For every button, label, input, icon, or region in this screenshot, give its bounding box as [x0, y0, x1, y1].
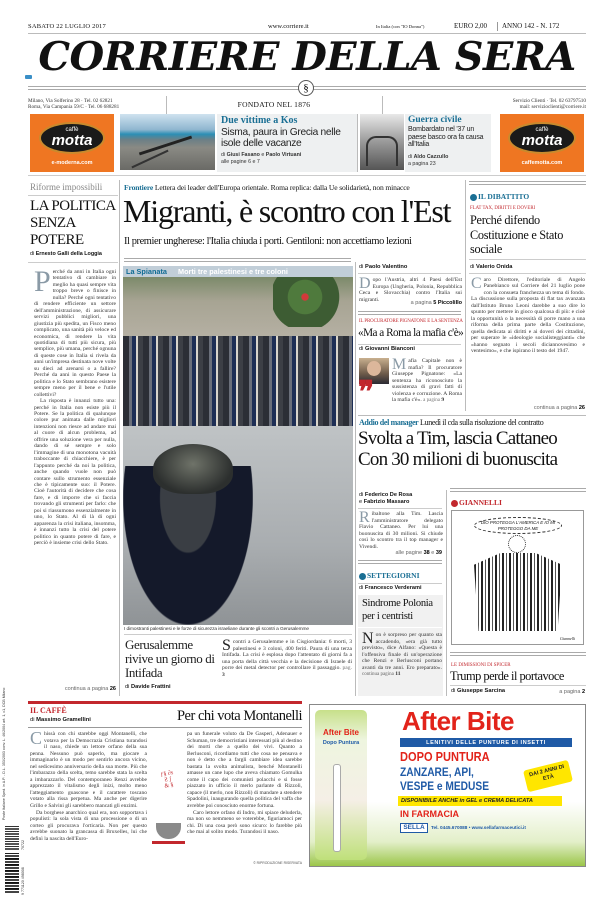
drop-cap: C	[30, 728, 43, 748]
drop-cap: S	[222, 637, 231, 654]
tim-body	[359, 511, 443, 550]
editorial-headline[interactable]: LA POLITICA SENZA POTERE	[30, 198, 115, 248]
paragraph: erché da anni in Italia ogni tentativo di cambiare in meglio ha quasi sempre vita troppo breve o finisce in nulla? Perché ogni tentativo di rendere efficiente un settore dell'amministrazione, di assicurare servizi pubblici migliori, una giustizia più spedita, un Fisco meno complicato, una sanità più veloce ed economica, di rendere la vita quotidiana di tutti più sicura, più semplice, più umana, perché ognuna di queste cose in Italia si rivela da anni un'impresa destinata nove volte su dieci ad arenarsi o a fallire? Perché da anni in questo Paese la politica e lo Stato sembrano esistere sempre meno per il bene e l'utile collettivi?	[34, 269, 116, 398]
paragraph: contri a Gerusalemme e in Cisgiordania: 6 morti, 3 palestinesi e 3 coloni, 400 feriti. Paura di una terza Intifada. La crisi è esplosa dopo l'attentato di giorni fa a una porta della città vecchia e la decisione di Israele di porre dei metal detector per controllare il passaggio.	[222, 639, 352, 671]
paragraph: afia Capitale non è mafia? Il procuratore Giuseppe Pignatone: «La sentenza ha riconosciuto la sussistenza di gravi fatti di violenza e corruzione. A Roma la mafia c'è».	[392, 358, 462, 403]
page-prefix: a pagina	[410, 300, 432, 306]
ad-tagline: LENITIVI DELLE PUNTURE DI INSETTI	[400, 738, 572, 747]
ad-url: caffemotta.com	[521, 160, 563, 166]
newspaper-title: CORRIERE DELLA SERA	[38, 34, 576, 80]
earthquake-photo[interactable]	[120, 114, 215, 170]
conjunction: e	[261, 152, 265, 158]
caffe-headline[interactable]: Per chi vota Montanelli	[176, 708, 302, 724]
coffee-cup-graphic	[152, 731, 185, 865]
page-number[interactable]: 5	[433, 300, 437, 306]
founded-note: FONDATO NEL 1876	[237, 100, 311, 109]
author-name: Ernesto Galli della Loggia	[35, 251, 102, 257]
divider	[469, 259, 586, 260]
dibattito-body	[471, 277, 585, 354]
steam-letters: ƒ§ ∂s Ƨ ʃ & §	[160, 770, 175, 790]
postal-legal-notice: Poste Italiane Sped. in A.P. - D.L. 353/2003 conv. L. 46/2004 art. 1, c1, DCB Milano	[2, 687, 6, 820]
by-prefix: di	[359, 346, 364, 352]
product-package	[315, 710, 367, 860]
helmet	[153, 444, 233, 494]
logo-small-text: caffè	[535, 127, 549, 133]
by-prefix: di	[451, 688, 456, 694]
ad-brand: After Bite	[402, 706, 515, 736]
page-prefix: pag.	[342, 665, 352, 671]
editorial-body	[34, 265, 116, 547]
spicer-headline[interactable]: Trump perde il portavoce	[450, 669, 564, 683]
flower-tree	[273, 277, 353, 327]
package-brand: After Bite	[322, 728, 359, 737]
cartoon-signature: Giannelli	[560, 636, 576, 641]
continue-label: continua a pagina	[64, 686, 109, 692]
logo-small-text: caffè	[65, 127, 79, 133]
by-prefix: di	[30, 717, 35, 723]
author-name: Fabrizio Massaro	[363, 499, 410, 505]
by-prefix: di	[359, 264, 364, 270]
paragraph: aro Direttore, l'editoriale di Angelo Panebianco sul Corriere del 21 luglio pone con la consueta franchezza un tema di fondo. La discussione sulla proposta di flat tax avanzata dall'Istituto Bruno Leoni darebbe a suo dire lo spunto per mettere in gioco qualcosa di più: e cioè la opportunità o la necessità di porre mano a una riforma della prima parte della Costituzione, quella dedicata ai diritti e ai doveri dei cittadini, per superare le «ideologie socialisteggianti» che «hanno segnato i secoli diciannovesimo e ventesimo», e che ispirano il testo del 1947.	[471, 277, 585, 354]
teaser-kicker: Guerra civile	[408, 115, 462, 125]
by-prefix: di	[359, 585, 364, 591]
paragraph: opo l'Austria, altri 4 Paesi dell'Est Europa (Ungheria, Polonia, Repubblica Ceca e Slovacchia) contro l'Italia sui migranti.	[359, 277, 462, 303]
drop-cap: D	[359, 275, 371, 292]
website-link[interactable]: www.corriere.it	[268, 23, 309, 30]
main-kicker-line	[124, 183, 464, 192]
divider	[358, 344, 461, 345]
drop-cap: C	[471, 275, 482, 292]
tim-headline-2[interactable]: Con 30 milioni di buonuscita	[358, 449, 558, 470]
section-label: SETTEGIORNI	[367, 571, 420, 580]
photo-kicker: La Spianata	[126, 267, 167, 276]
divider	[450, 652, 586, 656]
page-prefix: alle pagine	[395, 550, 423, 556]
dibattito-headline[interactable]: Perché difendo Costituzione e Stato sociale	[470, 213, 564, 256]
divider	[497, 22, 498, 31]
conjunction: e	[359, 499, 363, 505]
teaser-kos[interactable]	[217, 114, 357, 172]
logo-brand-text: motta	[521, 132, 563, 149]
ad-line: VESPE e MEDUSE	[400, 779, 489, 793]
divider	[28, 262, 118, 263]
gerusalemme-headline[interactable]: Gerusalemme rivive un giorno di Intifada	[125, 637, 215, 680]
edition-icon	[25, 75, 32, 79]
ad-url: e-moderna.com	[51, 160, 93, 166]
divider	[382, 96, 383, 114]
divider	[358, 583, 442, 584]
author-name: Massimo Gramellini	[36, 717, 91, 723]
service-email[interactable]: mail: servizioclienti@corriere.it	[519, 104, 586, 110]
author-name: Giuseppe Sarcina	[457, 688, 506, 694]
arch-shape	[366, 136, 398, 166]
face-shape	[367, 361, 381, 376]
divider	[450, 488, 586, 492]
page-number[interactable]: 38	[423, 550, 430, 556]
paragraph: on è sorpreso per quanto sta accadendo, «era già tutto previsto», dice Alfano: «Questa è l'offensiva finale di un'operazione che Renzi e Berlusconi portano avanti da tre anni. Ero preparato».	[362, 632, 442, 671]
divider	[358, 508, 442, 509]
issue-date: SABATO 22 LUGLIO 2017	[28, 23, 106, 30]
author-name: Giusi Fasano	[226, 152, 260, 158]
divider	[357, 114, 358, 172]
guerra-civile-photo[interactable]	[360, 114, 404, 170]
divider	[124, 634, 352, 635]
motta-logo	[508, 122, 576, 154]
by-prefix: di	[359, 492, 364, 498]
age-badge: DAI 2 ANNI DI ETÀ	[523, 760, 573, 792]
crowd	[123, 336, 353, 426]
section-dot-icon	[470, 194, 477, 201]
ad-caffe-motta-right[interactable]	[500, 114, 584, 172]
column-divider	[446, 490, 447, 696]
editorial-kicker: Riforme impossibili	[30, 182, 103, 192]
mafia-kicker: IL PROCURATORE PIGNATONE E LA SENTENZA	[359, 319, 463, 324]
page-prefix: a pagina	[423, 398, 440, 403]
paragraph: hissà con chi starebbe oggi Montanelli, che votava per la Democrazia Cristiana turandosi il naso, chiede un lettore orfano della sua penna. Nessuno può saperlo, ma giocare a immaginarlo è un modo per sentirlo ancora vicino, nel sedicesimo anniversario della sua morte. Più che l'imbarazzo della scelta, temo sarebbe stata la scelta a imbarazzarlo. Del contemporaneo Renzi avrebbe apprezzato il vitalismo degli inizi, molto meno l'atteggiamento guascone e il carattere toscano votato alla rissa perpetua. Ma anche per digerire Grillo e Salvini gli sarebbero mancati gli enzimi.	[30, 731, 147, 810]
divider	[28, 195, 118, 196]
author-name: Giovanni Bianconi	[365, 346, 415, 352]
author-name: Aldo Cazzullo	[413, 154, 449, 160]
mafia-body	[392, 358, 462, 405]
page-number[interactable]: 9	[441, 397, 445, 403]
section-label: GIANNELLI	[459, 498, 502, 507]
trump-figure	[474, 553, 562, 631]
paragraph: Da borghese anarchico qual era, non sopportava i populisti: la sola vista di una processione o di un corteo gli procurava l'orticaria. Non per questo avrebbe suonato la grancassa di Bruxelles, lui che definì la nascita dell'Euro-	[30, 809, 147, 842]
column-divider	[119, 180, 120, 696]
settegiorni-label	[359, 571, 420, 580]
price: EURO 2,00	[454, 22, 488, 30]
settegiorni-body	[362, 632, 442, 679]
copyright-notice: © RIPRODUZIONE RISERVATA	[253, 861, 302, 865]
giannelli-label	[451, 498, 502, 507]
divider	[450, 685, 586, 686]
photo-title: Morti tre palestinesi e tre coloni	[178, 267, 288, 276]
page-number[interactable]: 2	[581, 689, 585, 695]
tim-byline	[359, 492, 412, 506]
author-name: Paolo Virtuani	[265, 152, 302, 158]
ad-where: IN FARMACIA	[400, 809, 459, 819]
teaser-kicker: Due vittime a Kos	[221, 115, 298, 126]
page-number[interactable]: 3	[222, 671, 225, 678]
photo-title-bar	[123, 266, 353, 277]
ad-availability: DISPONIBILE ANCHE in GEL e CREMA DELICATA	[398, 796, 562, 806]
main-kicker-text: Lettera dei leader dell'Europa orientale. Roma replica: dalla Ue solidarietà, non minacce	[154, 183, 410, 192]
divider	[358, 311, 461, 315]
section-dot-icon	[359, 573, 366, 580]
saucer-rule	[152, 841, 185, 844]
continue-label: continua a pagina	[533, 405, 578, 411]
continue-label: continua pagina	[362, 672, 394, 677]
main-headline[interactable]: Migranti, è scontro con l'Est	[123, 193, 451, 229]
crack-shape	[131, 150, 168, 169]
paragraph: La risposta è innanzi tutto una: perché in Italia non esiste più il Potere. Se la politica di qualunque colore pur animata dalle migliori intenzioni non riesce ad andare mai al cuore di alcun problema, ad offrire una soluzione vera per nulla, dando di sé sempre e solo l'immagine di una monotona vacuità traboccante di chiacchiere, è per l'appunto perché da noi la politica, anche quando vuole non può contare sullo strumento essenziale che è tipicamente suo: il Potere. Cioè l'autorità di decidere che cosa fare, e di imporre che si faccia trovando gli strumenti per farlo: che poi si riassumono essenzialmente in uno, lo Stato. Al di là di ogni apparenza la crisi italiana, insomma, è innanzi tutto la crisi del potere politico in quanto potere di fare, e perciò è insieme crisi dello Stato.	[34, 398, 116, 547]
product-pen	[333, 764, 341, 852]
teaser-guerra[interactable]	[405, 114, 491, 172]
service-phone: Servizio Clienti · Tel. 02 63797510	[512, 98, 586, 104]
by-prefix: di	[30, 251, 35, 257]
drop-cap: R	[359, 509, 370, 526]
ad-contact[interactable]: Tel. 0445.670088 • www.sellafarmaceutici.it	[431, 825, 526, 830]
teaser-headline: Bombardato nel '37 un paese basco ora fa causa all'Italia	[408, 126, 484, 149]
divider	[124, 258, 351, 262]
author-name: Federico De Rosa	[364, 492, 413, 498]
caffe-label: IL CAFFÈ	[30, 706, 67, 715]
price-note: In Italia (con "IO Donna")	[376, 24, 425, 29]
drop-cap: M	[392, 356, 407, 373]
section-dot-icon	[451, 500, 458, 507]
issue-number: ANNO 142 - N. 172	[502, 22, 560, 30]
dibattito-kicker: FLAT TAX, DIRITTI E DOVERI	[470, 206, 536, 211]
ad-after-bite[interactable]	[309, 704, 586, 867]
drop-cap: N	[362, 630, 374, 647]
page-reference: alle pagine 6 e 7	[221, 159, 260, 165]
photo-caption: I dimostranti palestinesi e le forze di sicurezza israeliane durante gli scontri a Gerusalemme	[124, 627, 309, 632]
conjunction: e	[431, 550, 435, 556]
page-number[interactable]: 26	[109, 686, 116, 692]
quote-icon: ❞	[358, 376, 375, 409]
tim-kicker: Addio del manager	[359, 418, 419, 427]
main-kicker: Frontiere	[124, 183, 154, 192]
divider	[358, 560, 442, 564]
by-prefix: di	[470, 264, 475, 270]
section-label: IL DIBATTITO	[478, 192, 530, 201]
by-prefix: di	[125, 684, 130, 690]
package-subtitle: Dopo Puntura	[322, 740, 360, 746]
cup-icon	[156, 823, 181, 839]
author-name: Francesco Verderami	[364, 585, 422, 591]
by-prefix: di	[408, 154, 413, 160]
main-subhead: Il premier ungherese: l'Italia chiuda i porti. Gentiloni: non accettiamo lezioni	[124, 236, 412, 247]
giannelli-cartoon[interactable]	[451, 510, 584, 645]
tim-kicker-text: Lunedì il cda sulla risoluzione del contratto	[420, 418, 544, 427]
paragraph: Caro lettore orfano di Indro, mi spiace deluderla, ma non so nemmeno se voterebbe, figuriamoci per chi. Di una cosa però sono sicuro: lo farebbe più che mai al solito modo. Turandosi il naso.	[187, 809, 302, 836]
ad-caffe-motta-left[interactable]	[30, 114, 114, 172]
page-number[interactable]: 39	[435, 550, 442, 556]
divider	[358, 415, 586, 416]
author-name: Paolo Valentino	[365, 264, 408, 270]
address-roma: Roma, Via Campania 59/C · Tel. 06 688281	[28, 104, 120, 110]
spicer-kicker: LE DIMISSIONI DI SPICER	[451, 663, 511, 668]
jerusalem-photo[interactable]	[123, 266, 353, 625]
by-prefix: di	[221, 152, 226, 158]
divider	[469, 273, 586, 274]
barcode	[5, 853, 19, 893]
caffe-column-1	[30, 728, 147, 842]
trump-head	[508, 535, 526, 553]
divider	[358, 273, 461, 274]
page-number[interactable]: 26	[578, 405, 585, 411]
paragraph: ibaltone alla Tim. Lascia l'amministratore delegato Flavio Cattaneo. Per lui una buonuscita di 30 milioni. Si chiude così lo scontro tra il top manager e Vivendi.	[359, 511, 443, 550]
tim-kicker-line	[359, 418, 587, 427]
column-divider	[465, 180, 466, 411]
page-number[interactable]: 11	[395, 671, 401, 677]
tim-headline-1[interactable]: Svolta a Tim, lascia Cattaneo	[358, 428, 557, 449]
speech-balloon: DIO PROTEGGA L'AMERICA E IO MI PROTEGGO DA ME	[474, 517, 562, 534]
author-name: Piccolillo	[437, 300, 462, 306]
page-reference: a pagina 23	[408, 161, 436, 167]
author-name: Valerio Onida	[476, 264, 513, 270]
address-milano: Milano, Via Solferino 28 · Tel. 02 62821	[28, 98, 113, 104]
mafia-headline[interactable]: «Ma a Roma la mafia c'è»	[358, 327, 464, 339]
barcode-code: 70722	[21, 840, 25, 850]
ad-line: ZANZARE, API,	[400, 765, 474, 779]
drop-cap: P	[34, 265, 51, 298]
column-divider	[355, 262, 356, 696]
caffe-column-2	[187, 731, 302, 836]
seal-icon: §	[298, 80, 314, 96]
settegiorni-headline[interactable]: Sindrome Polonia per i centristi	[362, 598, 433, 622]
divider	[358, 627, 442, 628]
teaser-headline: Sisma, paura in Grecia nelle isole delle vacanze	[221, 127, 341, 149]
page-prefix: a pagina	[559, 689, 581, 695]
ad-line: DOPO PUNTURA	[400, 749, 490, 764]
logo-brand-text: motta	[51, 132, 93, 149]
sella-logo: SELLA	[400, 823, 428, 833]
gerusalemme-body	[222, 639, 352, 678]
author-name: Davide Frattini	[131, 684, 171, 690]
motta-logo	[39, 122, 105, 154]
divider	[28, 175, 586, 176]
dibattito-label	[470, 192, 529, 201]
barcode-number: 9 771120 498008	[21, 867, 25, 895]
divider	[469, 181, 586, 185]
caffe-red-rule	[28, 701, 302, 704]
divider	[28, 727, 302, 728]
barcode-small	[5, 826, 19, 850]
paragraph: pa un funerale voluto da De Gasperi, Adenauer e Schuman, tre democristiani interessati più al destino dei morti che a quello dei vivi. Quanto a Berlusconi, ricordiamo tutti che cosa ne pensava e non è detto che a fargli cambiare idea sarebbe bastata la svolta animalista, benché Montanelli amasse un cane lupo che aveva chiamato Gomulka come il capo dei comunisti polacchi e si fosse piazzato in ufficio il merlo parlante di Rizzoli, capace (il merlo, non Rizzoli) di mandare a stendere Spadolini, inaugurando quella politica del vaffa che avrebbe poi conosciuto enorme fortuna.	[187, 731, 303, 810]
